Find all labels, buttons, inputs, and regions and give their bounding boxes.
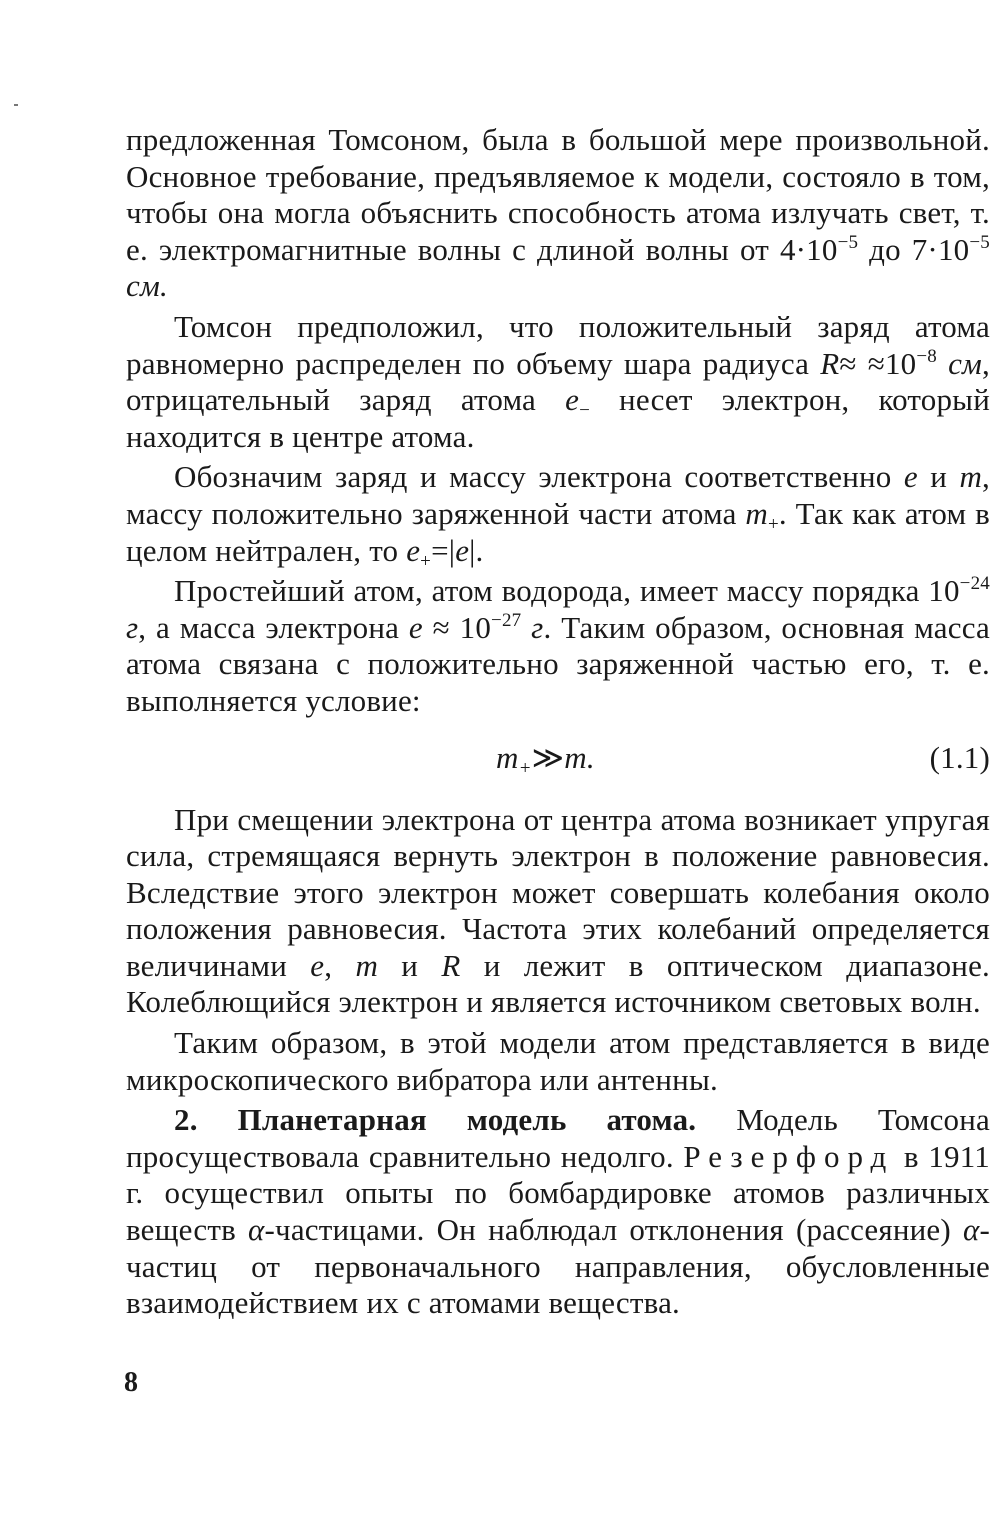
p5-text-4: и лежит в оптическом диапазоне. Колеблющийся электрон и является источником световых волн. — [126, 947, 990, 1020]
p4-exponent-2: −27 — [491, 609, 522, 631]
equation-number: (1.1) — [929, 739, 990, 775]
p4-unit-2: г — [521, 609, 544, 645]
p7-symbol-alpha-1: α — [248, 1212, 265, 1248]
paragraph-2 — [126, 309, 990, 455]
p5-symbol-e: e — [310, 947, 325, 983]
p4-symbol-e: e — [408, 609, 423, 645]
paragraph-7 — [126, 1102, 990, 1322]
p5-symbol-r: R — [441, 947, 461, 983]
p2-symbol-e: e — [565, 382, 580, 418]
p3-subscript-plus-2: + — [420, 550, 432, 572]
eq-relation: ≫ — [531, 739, 565, 775]
p1-exponent-2: −5 — [969, 231, 990, 253]
p3-symbol-e: e — [903, 459, 918, 495]
p3-text-4: . Так как атом в целом нейтрален, то — [126, 495, 990, 568]
p2-text-4: несет электрон, который находится в центре атома. — [126, 382, 990, 454]
p4-unit-1: г — [126, 609, 139, 645]
p3-text-6: |. — [469, 532, 484, 568]
p7-text-3: -частицами. Он наблюдал отклонения (рассеяние) — [264, 1212, 963, 1248]
equation-1-1 — [126, 732, 990, 788]
p5-text-1: При смещении электрона от центра атома возникает упругая сила, стремящаяся вернуть электрон в положение равновесия. Вследствие этого электрон может совершать колебания около положения равновесия. Частота этих колебаний определяется величинами — [126, 801, 990, 983]
p3-subscript-plus: + — [767, 513, 779, 535]
p7-text-1: Модель Томсона просуществовала сравнительно недолго. — [126, 1102, 991, 1174]
p3-text-3: , массу положительно заряженной части атома — [126, 459, 990, 531]
equation-body — [496, 740, 595, 777]
scan-speck — [14, 104, 18, 106]
body-text — [126, 122, 990, 1322]
p2-unit: см — [936, 345, 983, 381]
p2-symbol-r: R — [820, 345, 840, 381]
section-heading: 2. Планетарная модель атома. — [174, 1102, 697, 1138]
p5-text-3: и — [378, 947, 442, 983]
p7-text-2: в 1911 г. осуществил опыты по бомбардировке атомов различных веществ — [126, 1138, 990, 1248]
p4-text-1: Простейший атом, атом водорода, имеет массу порядка 10 — [174, 573, 960, 609]
p1-text: предложенная Томсоном, была в большой мере произвольной. Основное требование, предъявляемое к модели, состояло в том, чтобы она могла объяснить способность атома излучать свет, т. е. электромагнитные волны с длиной волны от 4·10 — [126, 122, 990, 267]
p3-symbol-e-abs: e — [455, 532, 470, 568]
paragraph-6 — [126, 1025, 990, 1098]
p2-subscript-minus: − — [579, 400, 590, 422]
p3-symbol-m: m — [959, 459, 983, 495]
p1-unit: см. — [126, 268, 168, 304]
paragraph-4 — [126, 573, 990, 719]
p4-exponent-1: −24 — [959, 573, 990, 595]
p3-symbol-e-plus: e — [406, 532, 421, 568]
paragraph-1 — [126, 122, 990, 305]
p7-text-4: -частиц от первоначального направления, обусловленные взаимодействием их с атомами вещества. — [126, 1212, 990, 1321]
p2-text-1: Томсон предположил, что положительный заряд атома равномерно распределен по объему шара радиуса — [126, 308, 990, 381]
p4-text-2: , а масса электрона — [138, 609, 409, 645]
paragraph-3 — [126, 459, 990, 572]
p2-exponent: −8 — [916, 345, 937, 367]
p5-symbol-m: m — [355, 947, 379, 983]
p6-text: Таким образом, в этой модели атом представляется в виде микроскопического вибратора или антенны. — [126, 1025, 990, 1097]
p4-text-4: . Таким образом, основная масса атома связана с положительно заряженной частью его, т. е. выполняется условие: — [126, 609, 991, 718]
p4-approx: ≈ 10 — [422, 609, 492, 645]
p7-name-rutherford: Резерфорд — [683, 1138, 895, 1174]
p3-text-2: и — [917, 459, 960, 495]
page-number: 8 — [124, 1367, 138, 1398]
p3-symbol-m-plus: m — [745, 495, 768, 531]
p7-symbol-alpha-2: α — [962, 1212, 980, 1248]
eq-lhs-subscript: + — [518, 757, 532, 779]
p3-text-5: =| — [431, 532, 456, 568]
p5-text-2: , — [324, 947, 356, 983]
p1-text-mid: до 7·10 — [858, 231, 970, 267]
p2-approx: ≈ ≈10 — [839, 345, 917, 381]
eq-lhs: m — [496, 739, 519, 775]
eq-rhs: m. — [564, 739, 595, 775]
p2-text-3: , отрицательный заряд атома — [126, 345, 990, 418]
p3-text-1: Обозначим заряд и массу электрона соответственно — [174, 459, 904, 495]
paragraph-5 — [126, 802, 990, 1022]
p1-exponent-1: −5 — [837, 231, 859, 253]
